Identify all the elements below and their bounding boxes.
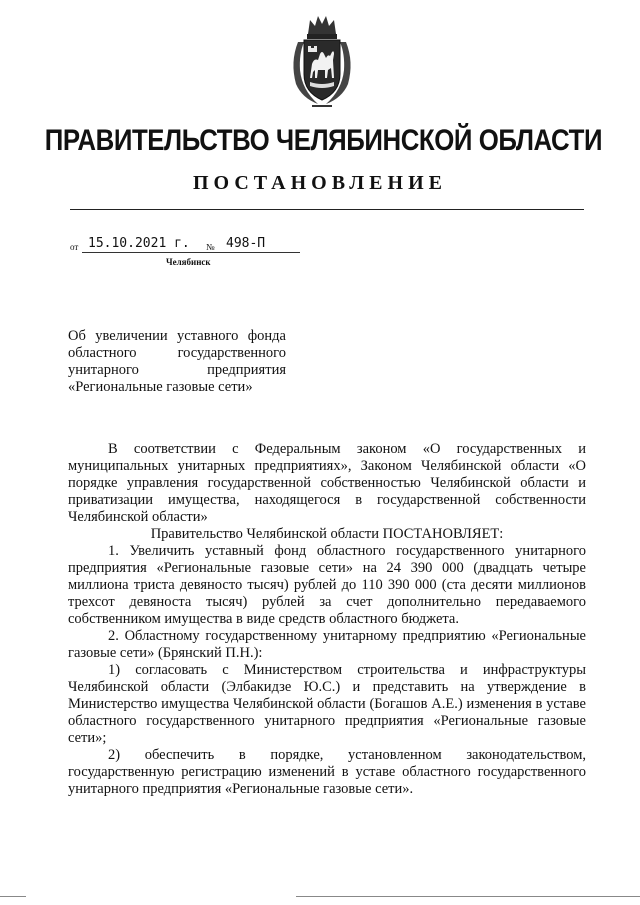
document-subject	[68, 328, 286, 396]
date-number-block	[70, 236, 310, 276]
item-1-paragraph: 1. Увеличить уставный фонд областного государственного унитарного предприятия «Региональные газовые сети» на 24 390 000 (двадцать четыре миллиона триста девяносто тысяч) рублей до 110 390 000 (ста десяти миллионов трехсот девяноста тысяч) рублей за счет дополнительно передаваемого собственником имущества в виде средств областного бюджета.	[68, 543, 586, 627]
resolves-line: Правительство Челябинской области ПОСТАНОВЛЯЕТ:	[150, 526, 504, 542]
document-body	[68, 441, 586, 798]
date-prefix: от	[70, 242, 79, 252]
document-number: 498-П	[226, 236, 266, 251]
chelyabinsk-coat-of-arms-icon	[288, 12, 356, 108]
government-title: ПРАВИТЕЛЬСТВО ЧЕЛЯБИНСКОЙ ОБЛАСТИ	[44, 124, 603, 157]
subject-line: «Региональные газовые сети»	[68, 379, 253, 395]
item-2-paragraph: 2. Областному государственному унитарному предприятию «Региональные газовые сети» (Брянский П.Н.):	[68, 628, 586, 661]
subject-line: областного государственного	[68, 345, 286, 361]
item-2-2-paragraph: 2) обеспечить в порядке, установленном законодательством, государственную регистрацию изменений в уставе областного государственного унитарного предприятия «Региональные газовые сети».	[68, 747, 586, 797]
city-label: Челябинск	[166, 257, 211, 267]
scan-edge-right	[296, 896, 640, 897]
document-type: ПОСТАНОВЛЕНИЕ	[193, 172, 447, 194]
document-date: 15.10.2021 г.	[88, 236, 190, 251]
preamble-paragraph: В соответствии с Федеральным законом «О государственных и муниципальных унитарных предприятиях», Законом Челябинской области «О порядке управления государственной собственностью Челябинской области и приватизации имущества, находящегося в государственной собственности Челябинской области»	[68, 441, 586, 525]
subject-line: Об увеличении уставного фонда	[68, 328, 286, 344]
subject-line: унитарного предприятия	[68, 362, 286, 378]
item-2-1-paragraph: 1) согласовать с Министерством строительства и инфраструктуры Челябинской области (Элбакидзе Ю.С.) и представить на утверждение в Министерство имущества Челябинской области (Богашов А.Е.) изменения в уставе областного государственного унитарного предприятия «Региональные газовые сети»;	[68, 662, 586, 746]
date-underline	[82, 252, 300, 253]
scan-edge-left	[0, 896, 26, 897]
number-prefix: №	[206, 242, 215, 252]
header-divider	[70, 209, 584, 210]
